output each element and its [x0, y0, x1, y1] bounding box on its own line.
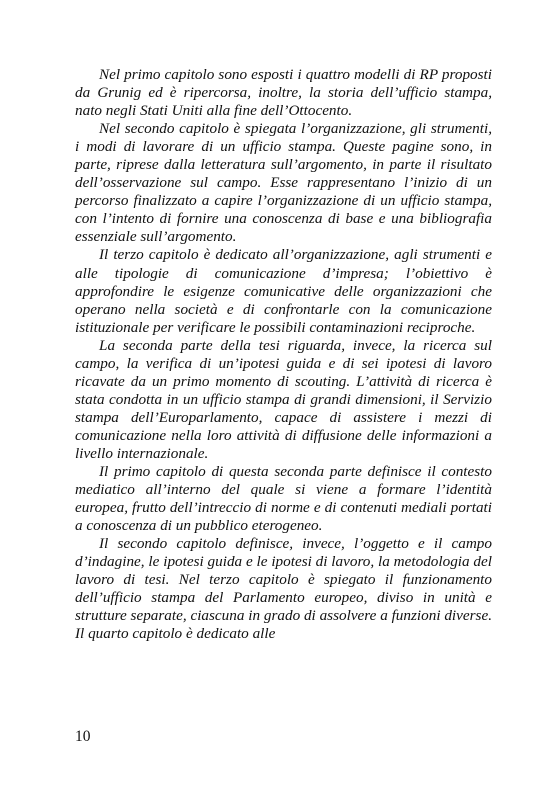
paragraph-2: Nel secondo capitolo è spiegata l’organizzazione, gli strumenti, i modi di lavorare di un ufficio stampa. Queste pagine sono, in parte, riprese dalla letteratura sull’argomento, in parte il risultato dell’osservazione sul campo. Esse rappresentano l’inizio di un percorso finalizzato a capire l’organizzazione di un ufficio stampa, con l’intento di fornire una conoscenza di base e una bibliografia essenziale sull’argomento. [75, 120, 492, 246]
paragraph-5: Il primo capitolo di questa seconda parte definisce il contesto mediatico all’interno del quale si viene a formare l’identità europea, frutto dell’intreccio di norme e di contenuti mediali portati a conoscenza di un pubblico eterogeneo. [75, 463, 492, 535]
paragraph-1: Nel primo capitolo sono esposti i quattro modelli di RP proposti da Grunig ed è ripercorsa, inoltre, la storia dell’ufficio stampa, nato negli Stati Uniti alla fine dell’Ottocento. [75, 66, 492, 120]
page-number: 10 [75, 728, 91, 745]
paragraph-6: Il secondo capitolo definisce, invece, l’oggetto e il campo d’indagine, le ipotesi guida e le ipotesi di lavoro, la metodologia del lavoro di tesi. Nel terzo capitolo è spiegato il funzionamento dell’ufficio stampa del Parlamento europeo, diviso in unità e strutture separate, ciascuna in grado di assolvere a funzioni diverse. Il quarto capitolo è dedicato alle [75, 535, 492, 643]
paragraph-3: Il terzo capitolo è dedicato all’organizzazione, agli strumenti e alle tipologie di comunicazione d’impresa; l’obiettivo è approfondire le esigenze comunicative delle organizzazioni che operano nella società e di confrontarle con la comunicazione istituzionale per verificare le possibili contaminazioni reciproche. [75, 246, 492, 336]
body-text [75, 66, 492, 644]
paragraph-4: La seconda parte della tesi riguarda, invece, la ricerca sul campo, la verifica di un’ipotesi guida e di sei ipotesi di lavoro ricavate da un primo momento di scouting. L’attività di ricerca è stata condotta in un ufficio stampa di grandi dimensioni, il Servizio stampa dell’Europarlamento, capace di assistere i mezzi di comunicazione nella loro attività di diffusione delle informazioni a livello internazionale. [75, 336, 492, 462]
